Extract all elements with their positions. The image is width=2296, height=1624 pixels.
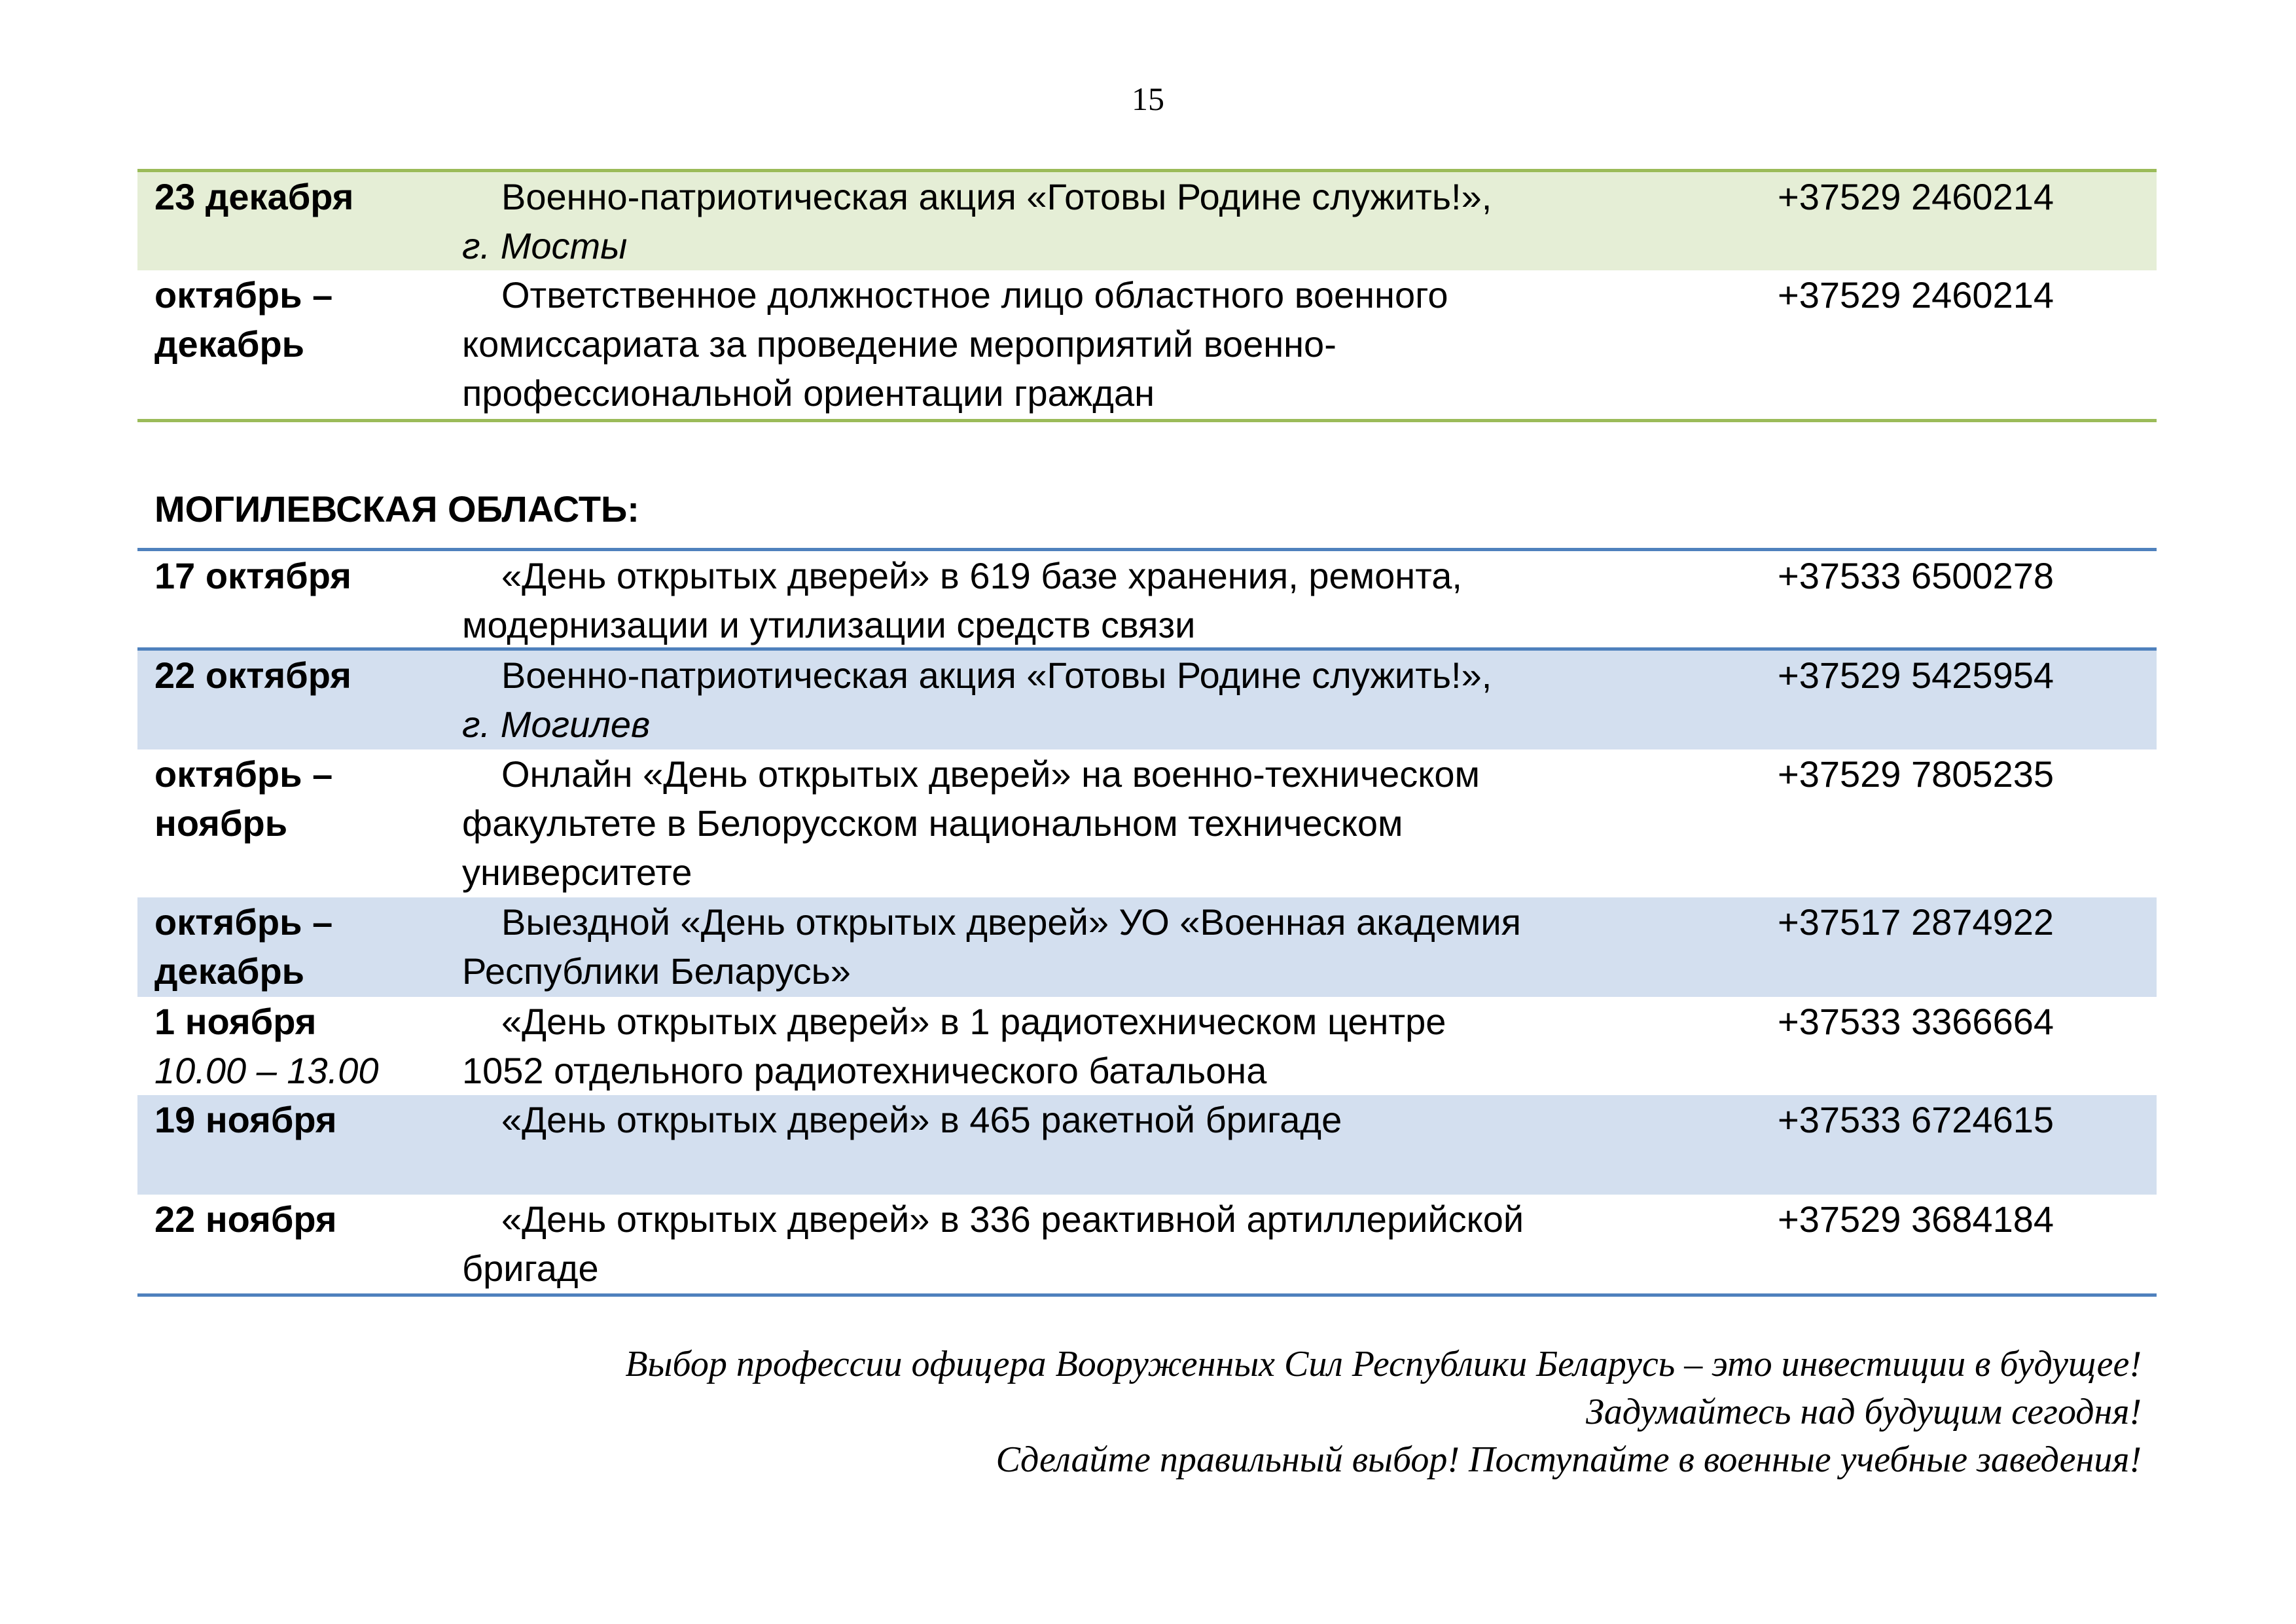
table-row: [137, 551, 2157, 649]
event-date: 17 октября: [154, 555, 351, 596]
table-row: [137, 651, 2157, 749]
event-description: [462, 897, 1771, 996]
event-description: [462, 997, 1771, 1095]
slogan-line: Выбор профессии офицера Вооруженных Сил Республики Беларусь – это инвестиции в будущее!: [625, 1344, 2142, 1384]
event-date: 22 октября: [154, 655, 351, 696]
event-date: [154, 997, 442, 1095]
event-date-line: октябрь –: [154, 274, 333, 316]
table-row: [137, 749, 2157, 897]
event-date-line: декабрь: [154, 323, 305, 365]
table-bottom-border: [137, 419, 2157, 422]
event-description: [462, 1095, 1771, 1144]
table-row: [137, 172, 2157, 270]
event-line: Онлайн «День открытых дверей» на военно-техническом: [501, 753, 1480, 795]
slogan-line: Задумайтесь над будущим сегодня!: [1586, 1392, 2142, 1432]
event-line: «День открытых дверей» в 1 радиотехническом центре: [501, 1001, 1446, 1042]
slogan-line: Сделайте правильный выбор! Поступайте в военные учебные заведения!: [996, 1439, 2142, 1480]
event-time: 10.00 – 13.00: [154, 1050, 379, 1091]
event-date-line: декабрь: [154, 950, 305, 992]
event-description: [462, 172, 1771, 270]
table-row: [137, 897, 2157, 997]
event-line: Военно-патриотическая акция «Готовы Родине служить!»,: [501, 655, 1492, 696]
contact-phone: +37529 3684184: [1778, 1199, 2054, 1240]
event-city: г. Мосты: [462, 225, 628, 266]
contact-phone: +37529 2460214: [1778, 274, 2054, 316]
event-line: комиссариата за проведение мероприятий военно-: [462, 323, 1336, 365]
event-line: «День открытых дверей» в 465 ракетной бригаде: [501, 1099, 1342, 1140]
event-city: г. Могилев: [462, 704, 651, 745]
region-heading: МОГИЛЕВСКАЯ ОБЛАСТЬ:: [154, 488, 639, 530]
event-line: 1052 отдельного радиотехнического батальона: [462, 1050, 1267, 1091]
contact-phone: +37533 3366664: [1778, 1001, 2054, 1042]
event-date-line: октябрь –: [154, 753, 333, 795]
event-description: [462, 270, 1771, 418]
page-number: 15: [1132, 81, 1164, 117]
event-line: Военно-патриотическая акция «Готовы Родине служить!»,: [501, 176, 1492, 217]
contact-phone: +37529 2460214: [1778, 176, 2054, 217]
event-line: факультете в Белорусском национальном техническом: [462, 803, 1403, 844]
table-row: [137, 997, 2157, 1095]
event-line: «День открытых дверей» в 336 реактивной артиллерийской: [501, 1199, 1524, 1240]
event-date-line: ноябрь: [154, 803, 288, 844]
event-line: Ответственное должностное лицо областного военного: [501, 274, 1448, 316]
event-line: «День открытых дверей» в 619 базе хранения, ремонта,: [501, 555, 1462, 596]
contact-phone: +37529 5425954: [1778, 655, 2054, 696]
event-description: [462, 1195, 1771, 1293]
event-line: университете: [462, 852, 692, 893]
table-bottom-border: [137, 1293, 2157, 1297]
event-line: модернизации и утилизации средств связи: [462, 604, 1196, 645]
event-date: 23 декабря: [154, 176, 354, 217]
event-date: [154, 270, 442, 369]
event-date: [154, 897, 442, 996]
contact-phone: +37529 7805235: [1778, 753, 2054, 795]
event-line: Выездной «День открытых дверей» УО «Военная академия: [501, 901, 1521, 943]
table-row: [137, 1195, 2157, 1293]
table-row: [137, 270, 2157, 421]
event-line: Республики Беларусь»: [462, 950, 851, 992]
event-date: 22 ноября: [154, 1199, 337, 1240]
contact-phone: +37517 2874922: [1778, 901, 2054, 943]
event-description: [462, 749, 1771, 897]
closing-slogans: [625, 1341, 2142, 1484]
event-description: [462, 551, 1771, 649]
table-row: [137, 1095, 2157, 1195]
event-date-line: 1 ноября: [154, 1001, 317, 1042]
event-date: [154, 749, 442, 848]
contact-phone: +37533 6724615: [1778, 1099, 2054, 1140]
event-line: профессиональной ориентации граждан: [462, 372, 1155, 414]
event-date-line: октябрь –: [154, 901, 333, 943]
event-description: [462, 651, 1771, 749]
event-line: бригаде: [462, 1248, 599, 1289]
event-date: 19 ноября: [154, 1099, 337, 1140]
contact-phone: +37533 6500278: [1778, 555, 2054, 596]
